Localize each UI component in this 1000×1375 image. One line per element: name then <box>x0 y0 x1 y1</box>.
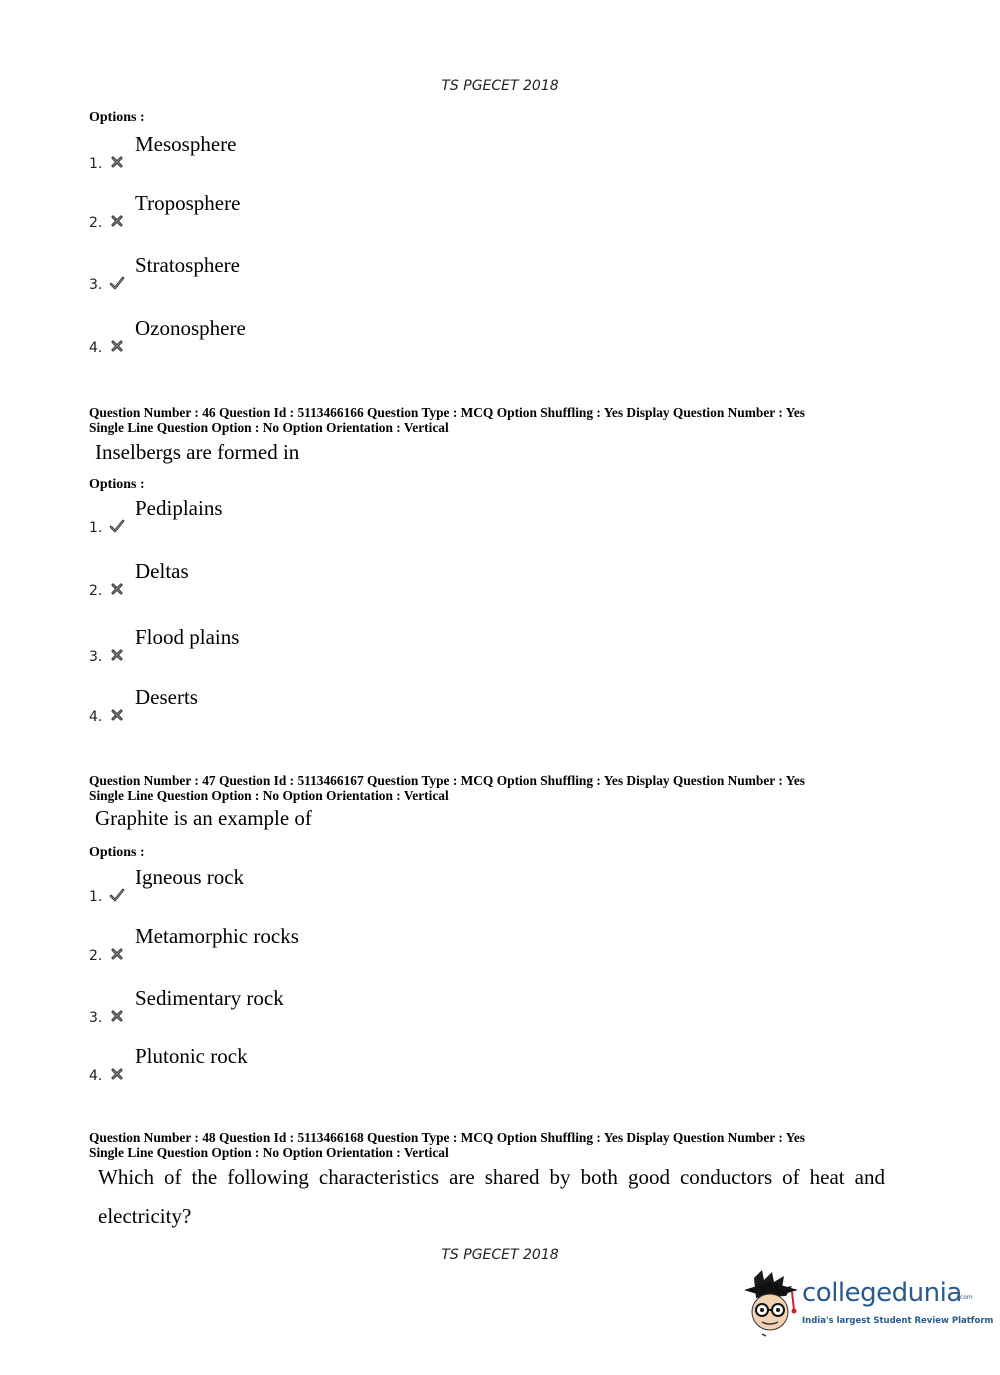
option-text: Troposphere <box>135 191 241 215</box>
option-row <box>89 625 589 665</box>
question-text: Inselbergs are formed in <box>95 440 300 464</box>
logo-tagline: India's largest Student Review Platform <box>802 1316 994 1326</box>
page-header: TS PGECET 2018 <box>441 78 559 94</box>
option-text: Flood plains <box>135 625 240 649</box>
option-number: 3. <box>89 277 103 293</box>
cross-icon <box>109 707 125 723</box>
option-number: 2. <box>89 215 103 231</box>
question-text: Which of the following characteristics are shared by both good conductors of heat and electricity? <box>98 1165 885 1228</box>
question-meta-line-2: Single Line Question Option : No Option Orientation : Vertical <box>89 1145 449 1160</box>
question-meta-line-1: Question Number : 47 Question Id : 5113466167 Question Type : MCQ Option Shuffling : Yes Display Question Number : Yes <box>89 773 805 788</box>
option-row <box>89 132 589 172</box>
cross-icon <box>109 946 125 962</box>
cross-icon <box>109 647 125 663</box>
option-number: 2. <box>89 948 103 964</box>
option-text: Deltas <box>135 559 189 583</box>
option-text: Metamorphic rocks <box>135 924 299 948</box>
option-number: 1. <box>89 156 103 172</box>
options-label: Options : <box>89 477 145 492</box>
option-text: Mesosphere <box>135 132 237 156</box>
question-meta-line-1: Question Number : 48 Question Id : 5113466168 Question Type : MCQ Option Shuffling : Yes Display Question Number : Yes <box>89 1130 805 1145</box>
option-text: Pediplains <box>135 496 223 520</box>
option-row <box>89 559 589 599</box>
option-text: Deserts <box>135 685 198 709</box>
question-meta-line-1: Question Number : 46 Question Id : 5113466166 Question Type : MCQ Option Shuffling : Yes Display Question Number : Yes <box>89 405 805 420</box>
question-meta-line-2: Single Line Question Option : No Option Orientation : Vertical <box>89 788 449 803</box>
question-meta <box>89 405 949 435</box>
option-number: 3. <box>89 649 103 665</box>
option-text: Igneous rock <box>135 865 245 889</box>
option-row <box>89 316 589 356</box>
option-number: 1. <box>89 889 103 905</box>
cross-icon <box>109 154 125 170</box>
check-icon <box>109 518 125 534</box>
page-footer: TS PGECET 2018 <box>441 1247 559 1263</box>
option-row <box>89 253 589 293</box>
cross-icon <box>109 581 125 597</box>
options-label: Options : <box>89 845 145 860</box>
cross-icon <box>109 338 125 354</box>
cross-icon <box>109 213 125 229</box>
cross-icon <box>109 1008 125 1024</box>
option-row <box>89 191 589 231</box>
option-row <box>89 685 589 725</box>
option-text: Plutonic rock <box>135 1044 248 1068</box>
option-number: 4. <box>89 1068 103 1084</box>
question-meta <box>89 773 949 803</box>
option-text: Stratosphere <box>135 253 240 277</box>
option-number: 4. <box>89 709 103 725</box>
option-number: 3. <box>89 1010 103 1026</box>
option-number: 2. <box>89 583 103 599</box>
option-number: 1. <box>89 520 103 536</box>
mascot-icon <box>740 1268 802 1340</box>
option-text: Ozonosphere <box>135 316 246 340</box>
options-label: Options : <box>89 110 145 125</box>
check-icon <box>109 887 125 903</box>
logo-suffix: .com <box>958 1294 973 1301</box>
option-number: 4. <box>89 340 103 356</box>
option-row <box>89 865 589 905</box>
question-text: Graphite is an example of <box>95 806 312 830</box>
question-meta-line-2: Single Line Question Option : No Option Orientation : Vertical <box>89 420 449 435</box>
option-row <box>89 986 589 1026</box>
cross-icon <box>109 1066 125 1082</box>
option-row <box>89 1044 589 1084</box>
option-row <box>89 496 589 536</box>
question-meta <box>89 1130 949 1160</box>
logo-wordmark: collegedunia <box>802 1278 962 1308</box>
collegedunia-logo <box>740 1268 994 1340</box>
option-text: Sedimentary rock <box>135 986 284 1010</box>
option-row <box>89 924 589 964</box>
check-icon <box>109 275 125 291</box>
